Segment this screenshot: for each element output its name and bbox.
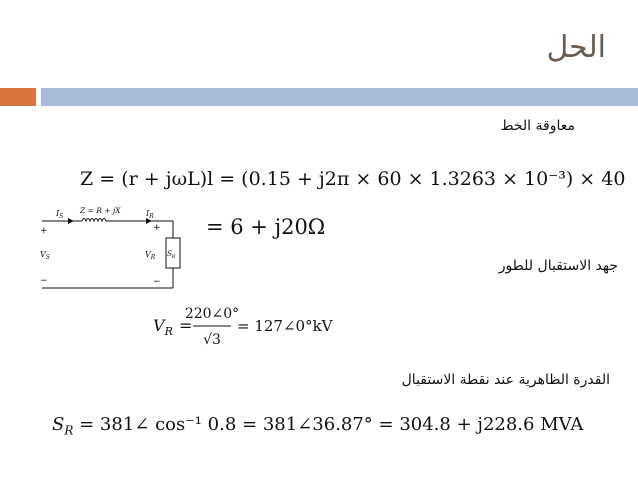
- power-heading: القدرة الظاهرية عند نقطة الاستقبال: [401, 372, 610, 388]
- impedance-label: Z = R + jX: [80, 206, 121, 215]
- minus-right: −: [153, 277, 161, 287]
- receiving-voltage-equation: [153, 302, 353, 352]
- inductor-icon: [82, 219, 106, 222]
- apparent-power-equation: $S_R$ = 381∠ cos⁻¹ 0.8 = 381∠36.87° = 304.8 + j228.6 MVA: [52, 414, 584, 438]
- accent-bar: [0, 88, 36, 106]
- is-label: $I_S$: [56, 209, 64, 220]
- slide-title: الحل: [546, 30, 606, 65]
- circuit-diagram: [36, 200, 196, 295]
- vr-result: = 127∠0°kV: [237, 317, 333, 335]
- ir-label: $I_R$: [146, 209, 154, 220]
- impedance-equation: Z = (r + jωL)l = (0.15 + j2π × 60 × 1.3263 × 10⁻³) × 40: [80, 168, 626, 190]
- impedance-heading: معاوقة الخط: [500, 118, 575, 134]
- vr-equals: =: [179, 316, 193, 335]
- vr-numerator: 220∠0°: [184, 306, 240, 322]
- sr-label: $S_R$: [167, 250, 176, 260]
- plus-left: +: [40, 226, 48, 236]
- plus-right: +: [153, 223, 161, 233]
- vr-symbol: $V_R$: [153, 316, 173, 338]
- header-bar: [41, 88, 638, 106]
- vr-denominator: √3: [203, 332, 221, 348]
- vr-label: $V_R$: [145, 250, 156, 261]
- vs-label: $V_S$: [40, 250, 50, 261]
- voltage-heading: جهد الاستقبال للطور: [498, 258, 618, 274]
- minus-left: −: [40, 276, 48, 286]
- impedance-result: = 6 + j20Ω: [206, 215, 326, 239]
